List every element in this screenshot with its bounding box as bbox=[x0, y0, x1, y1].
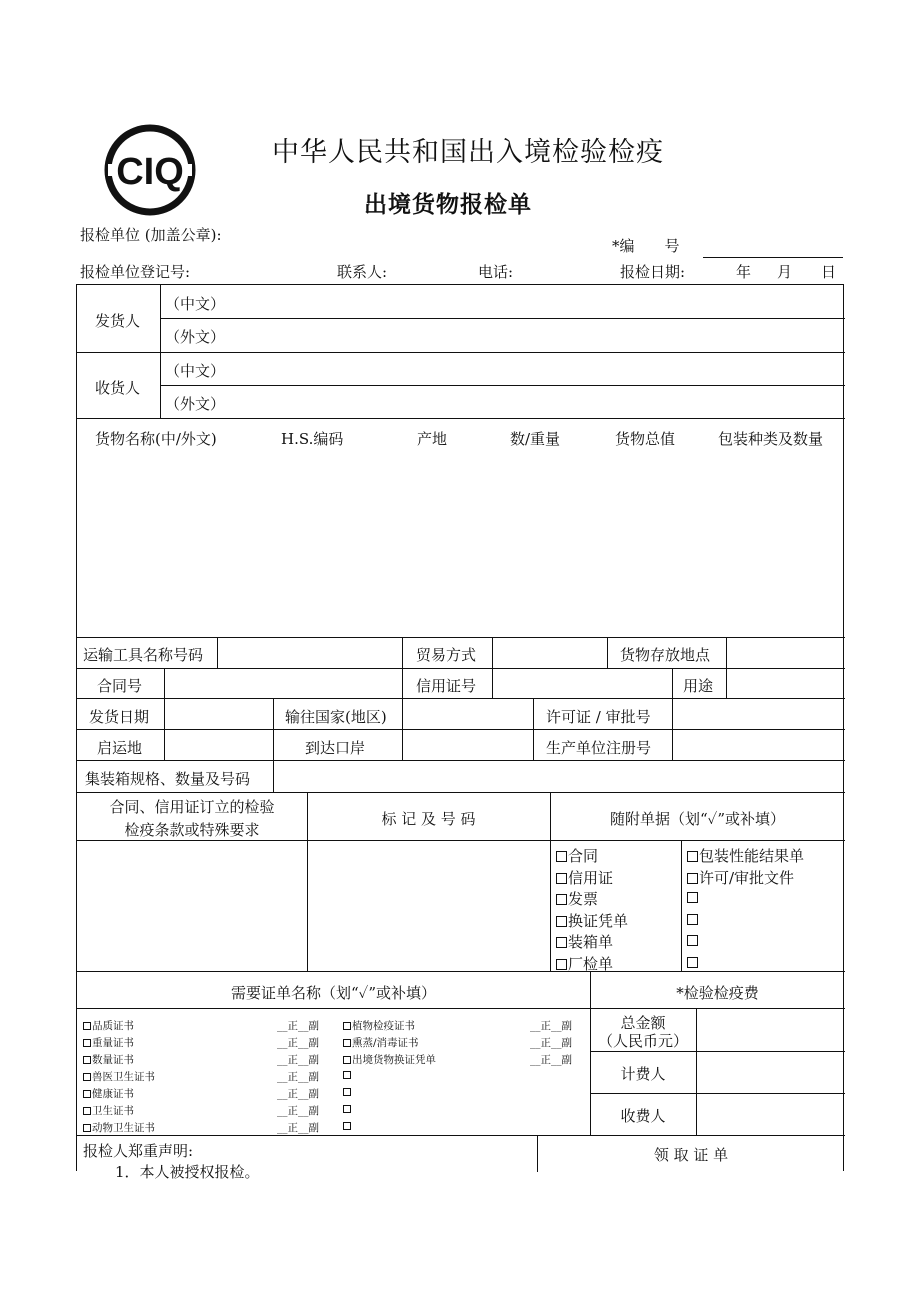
checkbox-icon bbox=[556, 851, 567, 862]
checkbox-icon bbox=[343, 1056, 351, 1064]
goods-col-quantity: 数/重量 bbox=[510, 430, 561, 448]
receive-documents-label: 领 取 证 单 bbox=[653, 1146, 729, 1164]
shipper-label: 发货人 bbox=[95, 312, 141, 330]
checkbox-icon bbox=[83, 1073, 91, 1081]
container-label: 集装箱规格、数量及号码 bbox=[85, 770, 251, 788]
cert-check-blank[interactable] bbox=[343, 1120, 352, 1132]
checkbox-icon bbox=[556, 894, 567, 905]
goods-col-packaging: 包装种类及数量 bbox=[718, 430, 824, 448]
checkbox-icon bbox=[556, 916, 567, 927]
cert-check-fumigation[interactable]: 熏蒸/消毒证书 bbox=[343, 1035, 419, 1050]
permit-number-label: 许可证 / 审批号 bbox=[546, 708, 651, 726]
cert-copies[interactable]: __正__副 bbox=[277, 1054, 319, 1066]
checkbox-icon bbox=[343, 1105, 351, 1113]
cert-check-veterinary[interactable]: 兽医卫生证书 bbox=[83, 1069, 155, 1084]
doc-check-blank[interactable] bbox=[687, 910, 699, 928]
doc-check-blank[interactable] bbox=[687, 953, 699, 971]
declaration-label: 报检人郑重声明: bbox=[83, 1142, 194, 1160]
consignee-chinese-label: （中文） bbox=[165, 362, 226, 380]
inspection-fee-label: *检验检疫费 bbox=[676, 984, 759, 1002]
terms-label-line-1: 合同、信用证订立的检验 bbox=[109, 798, 275, 816]
checkbox-icon bbox=[343, 1039, 351, 1047]
contract-number-label: 合同号 bbox=[97, 677, 143, 695]
checkbox-icon bbox=[343, 1088, 351, 1096]
total-amount-currency-label: （人民币元） bbox=[597, 1032, 688, 1050]
goods-col-value: 货物总值 bbox=[615, 430, 676, 448]
doc-check-exchange-voucher[interactable]: 换证凭单 bbox=[556, 910, 628, 931]
usage-label: 用途 bbox=[683, 677, 714, 695]
terms-label-line-2: 检疫条款或特殊要求 bbox=[124, 821, 260, 839]
checkbox-icon bbox=[343, 1071, 351, 1079]
cert-copies[interactable]: __正__副 bbox=[277, 1105, 319, 1117]
date-day-label: 日 bbox=[821, 263, 837, 281]
cert-check-blank[interactable] bbox=[343, 1086, 352, 1098]
fee-collector-label: 收费人 bbox=[620, 1107, 666, 1125]
shipper-foreign-label: （外文） bbox=[165, 328, 226, 346]
cert-copies[interactable]: __正__副 bbox=[530, 1020, 572, 1032]
goods-col-name: 货物名称(中/外文) bbox=[95, 430, 217, 448]
trade-mode-label: 贸易方式 bbox=[416, 646, 477, 664]
doc-check-invoice[interactable]: 发票 bbox=[556, 888, 598, 909]
checkbox-icon bbox=[687, 873, 698, 884]
doc-check-factory-inspection[interactable]: 厂检单 bbox=[556, 953, 613, 974]
form-agency-title: 中华人民共和国出入境检验检疫 bbox=[272, 137, 664, 168]
departure-place-label: 启运地 bbox=[97, 739, 143, 757]
doc-check-blank[interactable] bbox=[687, 931, 699, 949]
applicant-unit-label: 报检单位 (加盖公章): bbox=[80, 226, 222, 244]
cert-check-health[interactable]: 健康证书 bbox=[83, 1086, 134, 1101]
goods-col-origin: 产地 bbox=[417, 430, 448, 448]
storage-location-label: 货物存放地点 bbox=[620, 646, 711, 664]
doc-check-permit-file[interactable]: 许可/审批文件 bbox=[687, 867, 794, 888]
doc-check-packaging-result[interactable]: 包装性能结果单 bbox=[687, 845, 804, 866]
checkbox-icon bbox=[83, 1124, 91, 1132]
doc-check-blank[interactable] bbox=[687, 888, 699, 906]
consignee-label: 收货人 bbox=[95, 379, 141, 397]
form-title: 出境货物报检单 bbox=[364, 191, 532, 218]
checkbox-icon bbox=[687, 935, 698, 946]
arrival-port-label: 到达口岸 bbox=[305, 739, 366, 757]
doc-check-contract[interactable]: 合同 bbox=[556, 845, 598, 866]
declaration-item-1: 1．本人被授权报检。 bbox=[115, 1163, 260, 1181]
cert-check-quantity[interactable]: 数量证书 bbox=[83, 1052, 134, 1067]
doc-check-packing-list[interactable]: 装箱单 bbox=[556, 931, 613, 952]
checkbox-icon bbox=[83, 1056, 91, 1064]
logo-lettering: CIQ bbox=[116, 151, 184, 193]
checkbox-icon bbox=[556, 959, 567, 970]
destination-country-label: 输往国家(地区) bbox=[285, 708, 387, 726]
cert-check-weight[interactable]: 重量证书 bbox=[83, 1035, 134, 1050]
checkbox-icon bbox=[556, 873, 567, 884]
date-year-label: 年 bbox=[736, 263, 752, 281]
checkbox-icon bbox=[83, 1090, 91, 1098]
checkbox-icon bbox=[83, 1107, 91, 1115]
required-certificates-label: 需要证单名称（划“✓”或补填） bbox=[230, 984, 436, 1002]
checkbox-icon bbox=[343, 1122, 351, 1130]
checkbox-icon bbox=[343, 1022, 351, 1030]
checkbox-icon bbox=[556, 937, 567, 948]
checkbox-icon bbox=[83, 1022, 91, 1030]
cert-check-plant-quarantine[interactable]: 植物检疫证书 bbox=[343, 1018, 415, 1033]
checkbox-icon bbox=[687, 957, 698, 968]
cert-check-sanitary[interactable]: 卫生证书 bbox=[83, 1103, 134, 1118]
cert-copies[interactable]: __正__副 bbox=[277, 1037, 319, 1049]
cert-copies[interactable]: __正__副 bbox=[530, 1054, 572, 1066]
cert-copies[interactable]: __正__副 bbox=[530, 1037, 572, 1049]
cert-check-blank[interactable] bbox=[343, 1069, 352, 1081]
cert-check-blank[interactable] bbox=[343, 1103, 352, 1115]
cert-copies[interactable]: __正__副 bbox=[277, 1020, 319, 1032]
doc-check-letter-of-credit[interactable]: 信用证 bbox=[556, 867, 613, 888]
fee-calculator-label: 计费人 bbox=[620, 1065, 666, 1083]
goods-col-hs-code: H.S.编码 bbox=[281, 430, 344, 448]
producer-registration-label: 生产单位注册号 bbox=[546, 739, 652, 757]
ciq-logo-icon bbox=[104, 124, 196, 216]
consignee-foreign-label: （外文） bbox=[165, 395, 226, 413]
checkbox-icon bbox=[687, 914, 698, 925]
vehicle-label: 运输工具名称号码 bbox=[83, 646, 204, 664]
cert-copies[interactable]: __正__副 bbox=[277, 1071, 319, 1083]
attached-documents-label: 随附单据（划“✓”或补填） bbox=[609, 810, 785, 828]
phone-label: 电话: bbox=[478, 263, 514, 281]
serial-number-field[interactable] bbox=[703, 257, 843, 258]
cert-check-exchange-voucher[interactable]: 出境货物换证凭单 bbox=[343, 1052, 436, 1067]
application-date-label: 报检日期: bbox=[620, 263, 686, 281]
shipper-chinese-label: （中文） bbox=[165, 295, 226, 313]
cert-copies[interactable]: __正__副 bbox=[277, 1122, 319, 1134]
checkbox-icon bbox=[687, 892, 698, 903]
checkbox-icon bbox=[83, 1039, 91, 1047]
cert-check-quality[interactable]: 品质证书 bbox=[83, 1018, 134, 1033]
cert-check-animal-health[interactable]: 动物卫生证书 bbox=[83, 1120, 155, 1135]
date-month-label: 月 bbox=[777, 263, 793, 281]
total-amount-label: 总金额 bbox=[620, 1014, 666, 1032]
marks-numbers-label: 标 记 及 号 码 bbox=[381, 810, 476, 828]
registration-number-label: 报检单位登记号: bbox=[80, 263, 191, 281]
cert-copies[interactable]: __正__副 bbox=[277, 1088, 319, 1100]
declaration-form-table bbox=[76, 284, 844, 1181]
checkbox-icon bbox=[687, 851, 698, 862]
contact-person-label: 联系人: bbox=[337, 263, 388, 281]
serial-number-label: *编 号 bbox=[612, 237, 680, 255]
ship-date-label: 发货日期 bbox=[89, 708, 150, 726]
lc-number-label: 信用证号 bbox=[416, 677, 477, 695]
